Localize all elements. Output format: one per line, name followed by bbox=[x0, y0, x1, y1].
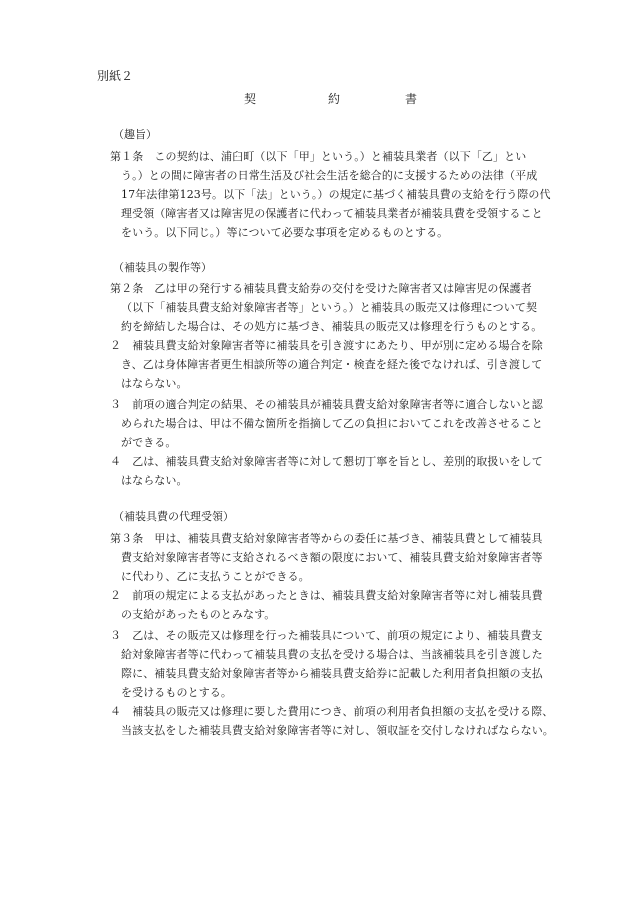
article-1-line: 第１条 この契約は、浦臼町（以下「甲」という。）と補装具業者（以下「乙」とい bbox=[110, 150, 527, 163]
article-1-line: 17年法律第123号。以下「法」という。）の規定に基づく補装具費の支給を行う際の代 bbox=[121, 188, 551, 201]
article-2-clause-line: められた場合は、甲は不備な箇所を指摘して乙の負担においてこれを改善させること bbox=[121, 417, 543, 430]
article-3-clause-line: 際に、補装具費支給対象障害者等から補装具費支給券に記載した利用者負担額の支払 bbox=[121, 667, 543, 680]
article-2-line: 約を締結した場合は、その処方に基づき、補装具の販売又は修理を行うものとする。 bbox=[121, 320, 543, 333]
section-heading-proxy-receipt: （補装具費の代理受領） bbox=[113, 510, 234, 523]
article-1-line: をいう。以下同じ。）等について必要な事項を定めるものとする。 bbox=[121, 226, 449, 239]
title-char-2: 約 bbox=[328, 92, 341, 106]
article-3-clause-line: ３ 乙は、その販売又は修理を行った補装具について、前項の規定により、補装具費支 bbox=[110, 629, 543, 642]
attachment-label: 別紙２ bbox=[97, 69, 134, 83]
article-1-line: う。）との間に障害者の日常生活及び社会生活を総合的に支援するための法律（平成 bbox=[121, 169, 538, 182]
article-2-clause-line: ができる。 bbox=[121, 436, 177, 449]
article-3-clause-line: の支給があったものとみなす。 bbox=[121, 608, 276, 621]
article-3-clause-line: 当該支払をした補装具費支給対象障害者等に対し、領収証を交付しなければならない。 bbox=[121, 724, 554, 737]
article-2-clause-line: ２ 補装具費支給対象障害者等に補装具を引き渡すにあたり、甲が別に定める場合を除 bbox=[110, 339, 543, 352]
title-char-3: 書 bbox=[405, 92, 418, 106]
article-2-clause-line: はならない。 bbox=[121, 377, 188, 390]
article-3-line: 費支給対象障害者等に支給されるべき額の限度において、補装具費支給対象障害者等 bbox=[121, 551, 543, 564]
section-heading-manufacture: （補装具の製作等） bbox=[113, 261, 212, 274]
title-char-1: 契 bbox=[244, 92, 257, 106]
article-2-clause-line: ４ 乙は、補装具費支給対象障害者等に対して懇切丁寧を旨とし、差別的取扱いをして bbox=[110, 455, 543, 468]
article-3-clause-line: を受けるものとする。 bbox=[121, 686, 232, 699]
article-3-line: 第３条 甲は、補装具費支給対象障害者等からの委任に基づき、補装具費として補装具 bbox=[110, 532, 543, 545]
section-heading-purpose: （趣旨） bbox=[113, 128, 157, 141]
article-3-line: に代わり、乙に支払うことができる。 bbox=[121, 570, 310, 583]
article-2-line: 第２条 乙は甲の発行する補装具費支給券の交付を受けた障害者又は障害児の保護者 bbox=[110, 282, 532, 295]
article-3-clause-line: 給対象障害者等に代わって補装具費の支払を受ける場合は、当該補装具を引き渡した bbox=[121, 648, 543, 661]
article-3-clause-line: ４ 補装具の販売又は修理に要した費用につき、前項の利用者負担額の支払を受ける際、 bbox=[110, 705, 554, 718]
article-3-clause-line: ２ 前項の規定による支払があったときは、補装具費支給対象障害者等に対し補装具費 bbox=[110, 589, 543, 602]
article-2-clause-line: はならない。 bbox=[121, 474, 188, 487]
article-1-line: 理受領（障害者又は障害児の保護者に代わって補装具業者が補装具費を受領すること bbox=[121, 207, 543, 220]
article-2-line: （以下「補装具費支給対象障害者等」という。）と補装具の販売又は修理について契 bbox=[121, 301, 538, 314]
article-2-clause-line: き、乙は身体障害者更生相談所等の適合判定・検査を経た後でなければ、引き渡して bbox=[121, 358, 543, 371]
article-2-clause-line: ３ 前項の適合判定の結果、その補装具が補装具費支給対象障害者等に適合しないと認 bbox=[110, 398, 543, 411]
